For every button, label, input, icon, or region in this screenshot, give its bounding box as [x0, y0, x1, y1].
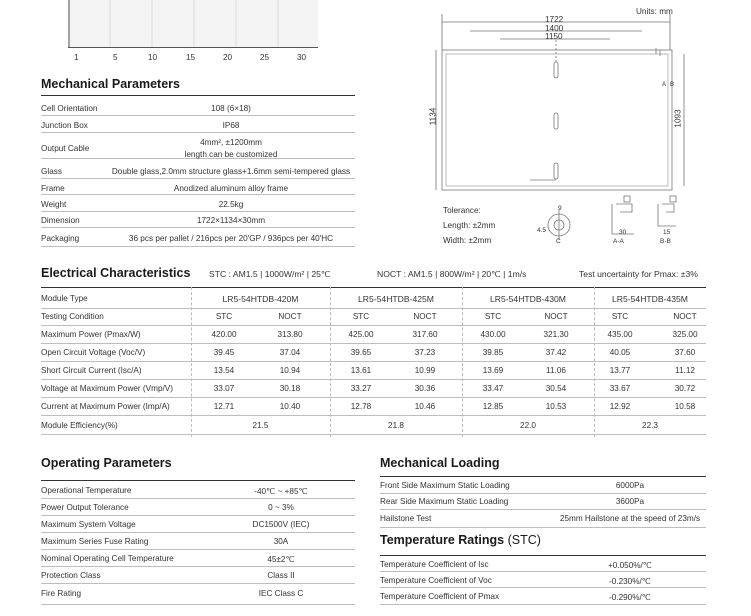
noct-value: 37.42 [545, 348, 567, 357]
mech-label: Frame [41, 184, 65, 193]
stc-value: 33.47 [482, 384, 504, 393]
section-aa-label: A-A [613, 238, 624, 245]
cond-stc: STC [352, 312, 370, 321]
op-label: Protection Class [41, 571, 101, 580]
op-value: 0 ~ 3% [268, 503, 294, 512]
mech-label: Weight [41, 200, 67, 209]
dim-1400: 1400 [545, 24, 564, 33]
elec-row-label: Maximum Power (Pmax/W) [41, 330, 141, 339]
dim-1150: 1150 [545, 32, 563, 41]
noct-value: 11.12 [675, 366, 695, 375]
temp-value: -0.230%/℃ [609, 577, 651, 586]
axis-tick: 10 [148, 53, 158, 62]
dim-1722: 1722 [545, 15, 564, 24]
temp-label: Temperature Coefficient of Voc [380, 576, 492, 585]
noct-value: 30.18 [279, 384, 301, 393]
stc-value: 425.00 [348, 330, 374, 339]
noct-value: 325.00 [672, 330, 698, 339]
mech-value: 4mm², ±1200mm [200, 138, 262, 147]
temp-value: -0.290%/℃ [609, 593, 651, 602]
noct-value: 10.94 [279, 366, 301, 375]
mech-label: Glass [41, 167, 62, 176]
cond-stc: STC [611, 312, 629, 321]
stc-value: 12.71 [213, 402, 235, 411]
op-label: Maximum System Voltage [41, 520, 136, 529]
mech-value: Anodized aluminum alloy frame [173, 184, 289, 193]
stc-value: 39.45 [213, 348, 235, 357]
axis-tick: 15 [186, 53, 196, 62]
temp-label: Temperature Coefficient of Isc [380, 560, 489, 569]
axis-tick: 5 [113, 53, 118, 62]
mechanical-title: Mechanical Parameters [41, 77, 180, 91]
noct-condition: NOCT : AM1.5 | 800W/m² | 20℃ | 1m/s [377, 269, 527, 279]
noct-value: 317.60 [412, 330, 438, 339]
tolerance-title: Tolerance: [443, 206, 481, 215]
noct-value: 11.06 [546, 366, 566, 375]
load-value: 25mm Hailstone at the speed of 23m/s [559, 514, 701, 523]
op-value: 30A [273, 537, 289, 546]
op-value: Class II [267, 571, 295, 580]
operating-title: Operating Parameters [41, 456, 172, 470]
mech-value: Double glass,2.0mm structure glass+1.6mm semi-tempered glass [111, 167, 351, 176]
elec-row-label: Current at Maximum Power (Imp/A) [41, 402, 170, 411]
mech-value: IP68 [222, 121, 240, 130]
mech-label: Cell Orientation [41, 104, 98, 113]
pmax-uncertainty: Test uncertainty for Pmax: ±3% [579, 269, 698, 279]
tolerance-length: Length: ±2mm [443, 221, 496, 230]
stc-value: 12.78 [350, 402, 372, 411]
mech-value: 108 (6×18) [211, 104, 251, 113]
chart-grid [68, 0, 318, 48]
op-value: 45±2℃ [267, 555, 295, 564]
elec-row-label: Voltage at Maximum Power (Vmp/V) [41, 384, 173, 393]
efficiency-value: 22.0 [520, 421, 536, 430]
elec-row-label: Open Circuit Voltage (Voc/V) [41, 348, 146, 357]
model-name: LR5-54HTDB-425M [358, 294, 434, 304]
op-label: Maximum Series Fuse Rating [41, 537, 149, 546]
stc-value: 39.85 [482, 348, 504, 357]
dim-1093: 1093 [673, 109, 683, 128]
cond-noct: NOCT [544, 312, 568, 321]
section-30a: 30 [619, 229, 627, 236]
noct-value: 10.40 [279, 402, 301, 411]
op-value: -40℃ ~ +85℃ [254, 487, 308, 496]
stc-value: 33.27 [350, 384, 372, 393]
mech-label: Dimension [41, 216, 80, 225]
stc-value: 420.00 [211, 330, 237, 339]
section-4-5: 4.5 [537, 227, 547, 234]
cond-stc: STC [484, 312, 502, 321]
elec-row-label: Module Type [41, 294, 88, 303]
stc-value: 435.00 [607, 330, 633, 339]
load-value: 6000Pa [615, 481, 645, 490]
loading-title: Mechanical Loading [380, 456, 500, 470]
model-name: LR5-54HTDB-430M [490, 294, 566, 304]
noct-value: 30.36 [414, 384, 436, 393]
loading-table [380, 476, 706, 528]
cond-noct: NOCT [278, 312, 302, 321]
stc-value: 13.61 [350, 366, 372, 375]
load-label: Hailstone Test [380, 514, 432, 523]
noct-value: 321.30 [543, 330, 569, 339]
stc-value: 12.85 [482, 402, 504, 411]
noct-value: 10.58 [674, 402, 696, 411]
efficiency-value: 21.8 [388, 421, 404, 430]
op-value: DC1500V (IEC) [252, 520, 310, 529]
op-label: Nominal Operating Cell Temperature [41, 554, 174, 563]
op-value: IEC Class C [258, 589, 304, 598]
stc-value: 430.00 [480, 330, 506, 339]
stc-value: 13.69 [482, 366, 504, 375]
load-value: 3600Pa [615, 497, 645, 506]
axis-tick: 1 [74, 53, 79, 62]
temp-value: +0.050%/℃ [607, 561, 653, 570]
elec-row-label: Testing Condition [41, 312, 104, 321]
section-c-label: C [556, 238, 561, 245]
operating-table [41, 480, 355, 605]
cond-noct: NOCT [673, 312, 697, 321]
noct-value: 37.60 [674, 348, 696, 357]
temperature-table [380, 555, 706, 607]
temperature-title-suffix: (STC) [507, 533, 541, 547]
model-name: LR5-54HTDB-435M [612, 294, 688, 304]
noct-value: 37.04 [279, 348, 301, 357]
mech-label: Junction Box [41, 121, 88, 130]
op-label: Operational Temperature [41, 486, 132, 495]
stc-value: 13.54 [213, 366, 235, 375]
noct-value: 37.23 [414, 348, 436, 357]
section-a-marker: A [662, 82, 667, 88]
section-b-marker: B [670, 82, 675, 88]
section-9: 9 [558, 205, 562, 212]
section-bb-label: B-B [660, 238, 671, 245]
dim-1134: 1134 [428, 107, 438, 126]
drawing-units: Units: mm [636, 7, 673, 16]
axis-tick: 20 [223, 53, 233, 62]
section-15: 15 [663, 229, 671, 236]
noct-value: 30.72 [674, 384, 696, 393]
axis-tick: 30 [297, 53, 307, 62]
efficiency-value: 21.5 [252, 421, 269, 430]
noct-value: 313.80 [277, 330, 303, 339]
stc-value: 12.92 [609, 402, 631, 411]
stc-condition: STC : AM1.5 | 1000W/m² | 25℃ [209, 269, 331, 279]
noct-value: 30.54 [545, 384, 567, 393]
mech-label: Output Cable [41, 144, 90, 153]
elec-row-label: Short Circuit Current (Isc/A) [41, 366, 142, 375]
mech-value-2: length can be customized [184, 150, 278, 159]
temperature-title [380, 533, 541, 547]
elec-row-label: Module Efficiency(%) [41, 421, 118, 430]
temperature-title-text: Temperature Ratings [380, 533, 505, 547]
stc-value: 33.67 [609, 384, 631, 393]
cond-noct: NOCT [413, 312, 437, 321]
mech-value: 36 pcs per pallet / 216pcs per 20'GP / 936pcs per 40'HC [128, 234, 334, 243]
op-label: Power Output Tolerance [41, 503, 129, 512]
electrical-title: Electrical Characteristics [41, 266, 191, 280]
chart-remnant [68, 0, 318, 48]
noct-value: 10.99 [414, 366, 436, 375]
tolerance-width: Width: ±2mm [443, 236, 492, 245]
model-name: LR5-54HTDB-420M [222, 294, 299, 304]
noct-value: 10.53 [545, 402, 567, 411]
stc-value: 13.77 [609, 366, 631, 375]
load-label: Rear Side Maximum Static Loading [380, 497, 509, 506]
stc-value: 40.05 [609, 348, 631, 357]
stc-value: 33.07 [213, 384, 235, 393]
mech-label: Packaging [41, 234, 80, 243]
stc-value: 39.65 [350, 348, 372, 357]
mech-value: 1722×1134×30mm [196, 216, 266, 225]
mechanical-table [41, 95, 355, 247]
mech-value: 22.5kg [218, 200, 244, 209]
temp-label: Temperature Coefficient of Pmax [380, 592, 500, 601]
efficiency-value: 22.3 [642, 421, 658, 430]
op-label: Fire Rating [41, 589, 82, 598]
electrical-table [41, 287, 706, 437]
noct-value: 10.46 [414, 402, 436, 411]
axis-tick: 25 [260, 53, 270, 62]
load-label: Front Side Maximum Static Loading [380, 481, 510, 490]
cond-stc: STC [215, 312, 233, 321]
